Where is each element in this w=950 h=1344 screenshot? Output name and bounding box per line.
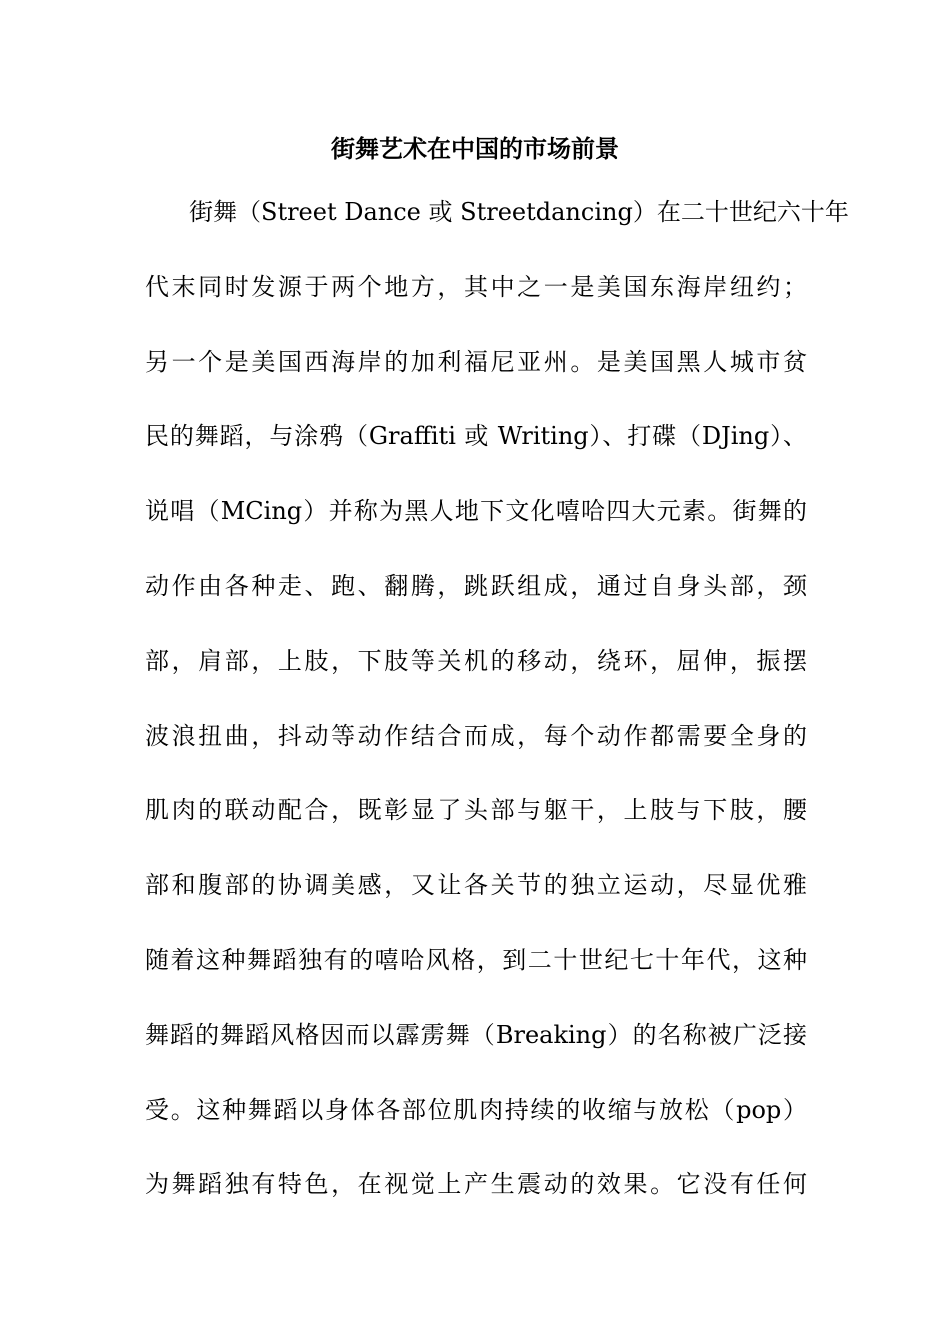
- body-line: 说唱（MCing）并称为黑人地下文化嘻哈四大元素。街舞的: [145, 497, 807, 526]
- body-line: 代末同时发源于两个地方，其中之一是美国东海岸纽约；: [145, 272, 807, 301]
- body-line: 动作由各种走、跑、翻腾，跳跃组成，通过自身头部，颈: [145, 571, 807, 600]
- body-line: 舞蹈的舞蹈风格因而以霹雳舞（Breaking）的名称被广泛接: [145, 1020, 807, 1049]
- body-line: 受。这种舞蹈以身体各部位肌肉持续的收缩与放松（pop）: [145, 1095, 807, 1124]
- body-line: 波浪扭曲，抖动等动作结合而成，每个动作都需要全身的: [145, 721, 807, 750]
- body-paragraph: [145, 192, 849, 1239]
- body-line: 民的舞蹈，与涂鸦（Graffiti 或 Writing）、打碟（DJing）、: [145, 422, 807, 451]
- body-line: 街舞（Street Dance 或 Streetdancing）在二十世纪六十年: [189, 198, 849, 226]
- body-line: 随着这种舞蹈独有的嘻哈风格，到二十世纪七十年代，这种: [145, 945, 807, 974]
- body-line: 肌肉的联动配合，既彰显了头部与躯干，上肢与下肢，腰: [145, 796, 807, 825]
- body-line: 为舞蹈独有特色，在视觉上产生震动的效果。它没有任何: [145, 1170, 807, 1199]
- document-title: 街舞艺术在中国的市场前景: [331, 134, 619, 163]
- body-line: 部和腹部的协调美感，又让各关节的独立运动，尽显优雅: [145, 871, 807, 900]
- body-line: 部，肩部，上肢，下肢等关机的移动，绕环，屈伸，振摆: [145, 646, 807, 675]
- body-line: 另一个是美国西海岸的加利福尼亚州。是美国黑人城市贫: [145, 347, 807, 376]
